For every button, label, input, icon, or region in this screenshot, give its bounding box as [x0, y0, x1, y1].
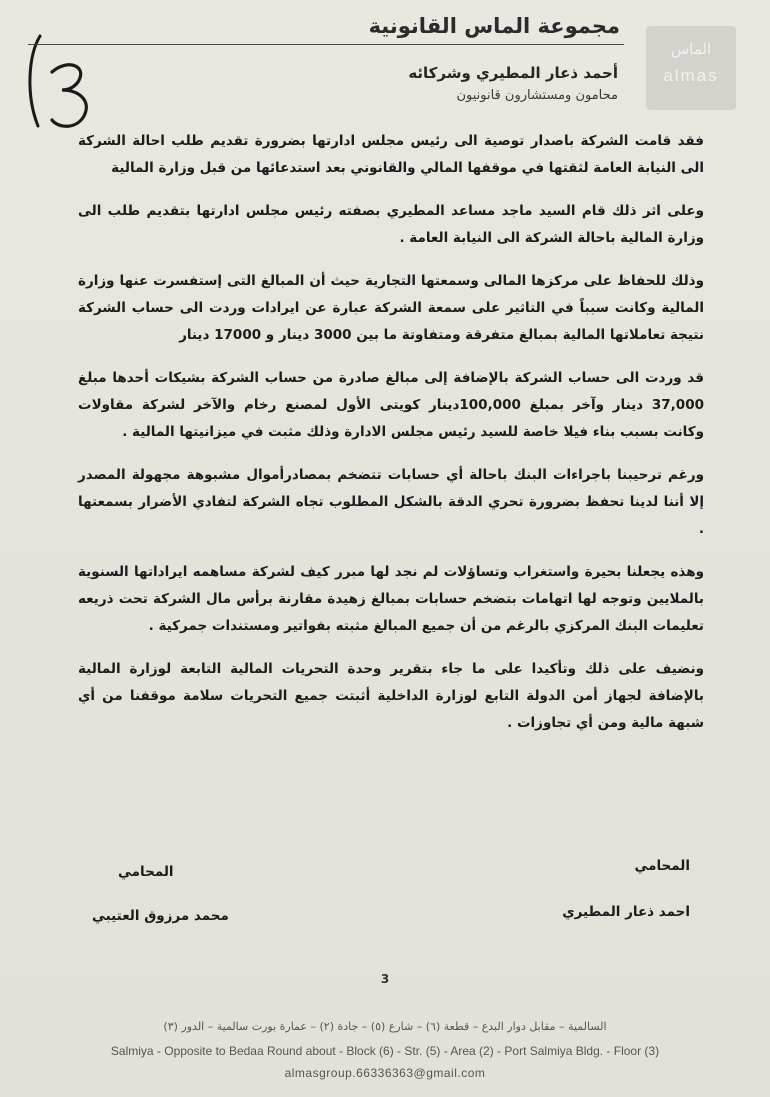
body-paragraph: وعلى اثر ذلك قام السيد ماجد مساعد المطيري بصفته رئيس مجلس ادارتها بتقديم طلب الى وزارة المالية باحالة الشركة الى النيابة العامة . [78, 203, 704, 246]
letter-body [78, 128, 704, 753]
handwritten-page-number [22, 26, 102, 138]
firm-subtitle: محامون ومستشارون قانونيون [456, 88, 618, 103]
logo-latin-text: almas [663, 66, 719, 85]
footer-address-english: Salmiya - Opposite to Bedaa Round about - Block (6) - Str. (5) - Area (2) - Port Salmiya Bldg. - Floor (3) [110, 1044, 660, 1058]
header-divider [28, 44, 624, 45]
footer-address-arabic: السالمية – مقابل دوار البدع – قطعة (٦) – شارع (٥) – جادة (٢) – عمارة بورت سالمية – الدور (٣) [163, 1020, 607, 1033]
body-paragraph: ونضيف على ذلك وتأكيدا على ما جاء بتقرير وحدة التحريات المالية التابعة لوزارة المالية بالإضافة لجهاز أمن الدولة التابع لوزارة الداخلية أثبتت جميع التحريات سلامة موقفنا من أي شبهة مالية ومن أي تجاوزات . [78, 661, 704, 731]
almas-logo [646, 26, 736, 110]
letterhead-title: مجموعة الماس القانونية [368, 14, 620, 38]
signature-right-name: احمد ذعار المطيري [562, 904, 690, 920]
body-paragraph: وذلك للحفاظ على مركزها المالى وسمعتها التجارية حيث أن المبالغ التى إستفسرت عنها وزارة المالية وكانت سبباً في التاثير على سمعة الشركة عبارة عن ايرادات وردت الى حساب الشركة نتيجة تعاملاتها المالية بمبالغ متفرقة ومتفاوتة ما بين 3000 دينار و 17000 دينار [78, 273, 704, 343]
footer-email: almasgroup.66336363@gmail.com [284, 1066, 486, 1080]
page-number: 3 [380, 972, 390, 986]
logo-arabic-text: الماس [670, 41, 712, 58]
body-paragraph: وهذه يجعلنا بحيرة واستغراب وتساؤلات لم نجد لها مبرر كيف لشركة مساهمه ايراداتها السنوية بالملايين وتوجه لها اتهامات بتضخم حسابات بمبالغ زهيدة مقارنة برأس مال الشركة تحت ذريعه تعليمات البنك المركزي بالرغم من أن جميع المبالغ مثبته بفواتير ومستندات جمركية . [78, 564, 704, 634]
body-paragraph: قد وردت الى حساب الشركة بالإضافة إلى مبالغ صادرة من حساب الشركة بشيكات أحدها مبلغ 37,000 دينار وآخر بمبلغ 100,000دينار كويتى الأول لمصنع رخام والآخر لشركة مقاولات وكانت بسبب بناء فيلا خاصة للسيد رئيس مجلس الادارة وذلك مثبت في ميزانيتها المالية . [78, 370, 704, 440]
body-paragraph: ورغم ترحيبنا باجراءات البنك باحالة أي حسابات تتضخم بمصادرأموال مشبوهة مجهولة المصدر إلا أننا لدينا تحفظ بضرورة تحري الدقة بالشكل المطلوب تجاه الشركة لتفادي الأضرار بسمعتها . [78, 467, 704, 537]
signature-left-title: المحامي [118, 864, 174, 880]
firm-name: أحمد ذعار المطيري وشركائه [408, 64, 618, 82]
body-paragraph: فقد قامت الشركة باصدار توصية الى رئيس مجلس ادارتها بضرورة تقديم طلب احالة الشركة الى النيابة العامة لثقتها في موقفها المالي والقانوني بعد استدعائها من قبل وزارة المالية [78, 133, 704, 176]
signature-right-title: المحامي [634, 858, 690, 874]
signature-left-name: محمد مرزوق العتيبي [92, 908, 229, 924]
